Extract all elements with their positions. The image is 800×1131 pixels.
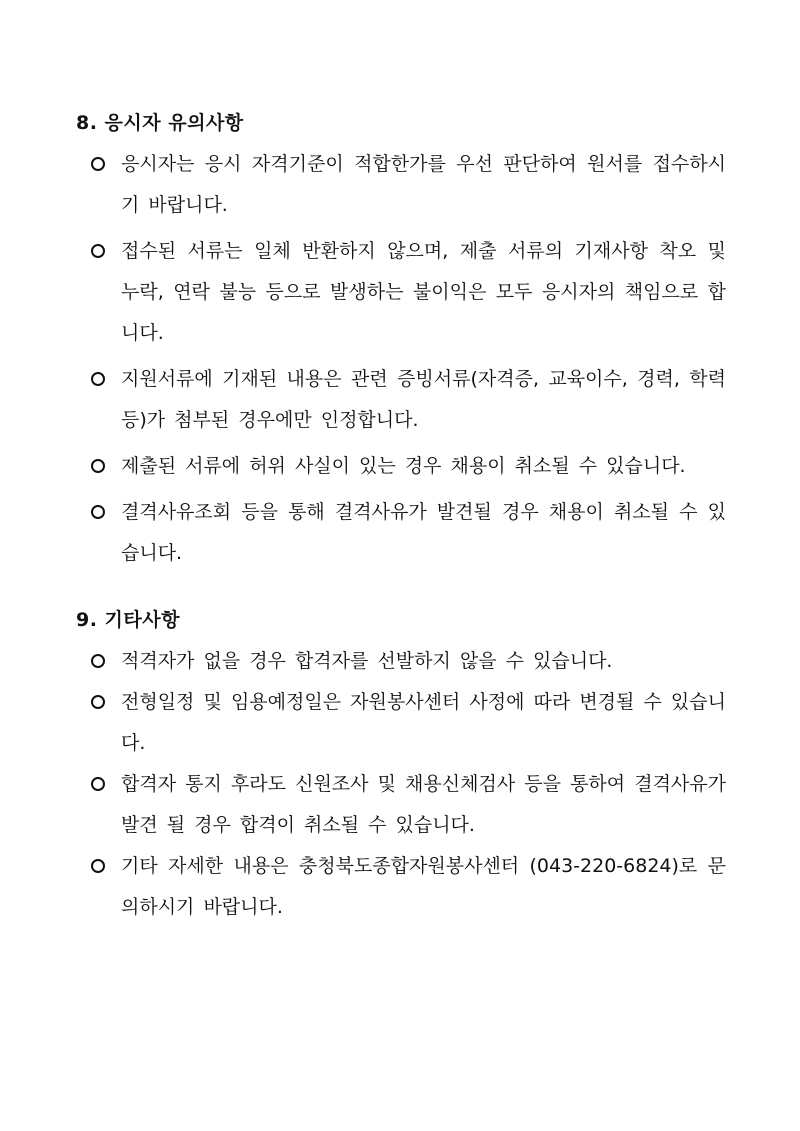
section-title: 9. 기타사항 <box>76 609 180 631</box>
list-item <box>76 641 726 682</box>
list-item-text: 접수된 서류는 일체 반환하지 않으며, 제출 서류의 기재사항 착오 및 누락, 연락 불능 등으로 발생하는 불이익은 모두 응시자의 책임으로 합니다. <box>121 240 726 344</box>
section-title: 8. 응시자 유의사항 <box>76 112 244 134</box>
list-item-text: 적격자가 없을 경우 합격자를 선발하지 않을 수 있습니다. <box>121 650 613 672</box>
list-item <box>76 682 726 764</box>
circle-bullet-icon <box>91 695 105 709</box>
notes-list <box>76 641 726 928</box>
list-item <box>76 144 726 226</box>
list-item <box>76 359 726 441</box>
circle-bullet-icon <box>91 244 105 258</box>
circle-bullet-icon <box>91 372 105 386</box>
circle-bullet-icon <box>91 859 105 873</box>
list-item <box>76 231 726 354</box>
circle-bullet-icon <box>91 777 105 791</box>
section-other-notes <box>76 605 726 928</box>
circle-bullet-icon <box>91 157 105 171</box>
section-applicant-notes <box>76 108 726 574</box>
list-item <box>76 492 726 574</box>
list-item-text: 응시자는 응시 자격기준이 적합한가를 우선 판단하여 원서를 접수하시기 바랍니다. <box>121 153 726 216</box>
list-item <box>76 764 726 846</box>
list-item-text: 기타 자세한 내용은 충청북도종합자원봉사센터 (043-220-6824)로 문의하시기 바랍니다. <box>121 855 726 918</box>
circle-bullet-icon <box>91 505 105 519</box>
list-item-text: 전형일정 및 임용예정일은 자원봉사센터 사정에 따라 변경될 수 있습니다. <box>121 691 726 754</box>
list-item-text: 합격자 통지 후라도 신원조사 및 채용신체검사 등을 통하여 결격사유가 발견 될 경우 합격이 취소될 수 있습니다. <box>121 773 726 836</box>
list-item-text: 결격사유조회 등을 통해 결격사유가 발견될 경우 채용이 취소될 수 있습니다. <box>121 501 726 564</box>
list-item-text: 지원서류에 기재된 내용은 관련 증빙서류(자격증, 교육이수, 경력, 학력 등)가 첨부된 경우에만 인정합니다. <box>121 368 726 431</box>
list-item <box>76 846 726 928</box>
circle-bullet-icon <box>91 459 105 473</box>
list-item-text: 제출된 서류에 허위 사실이 있는 경우 채용이 취소될 수 있습니다. <box>121 455 686 477</box>
list-item <box>76 446 726 487</box>
notes-list <box>76 144 726 574</box>
circle-bullet-icon <box>91 654 105 668</box>
